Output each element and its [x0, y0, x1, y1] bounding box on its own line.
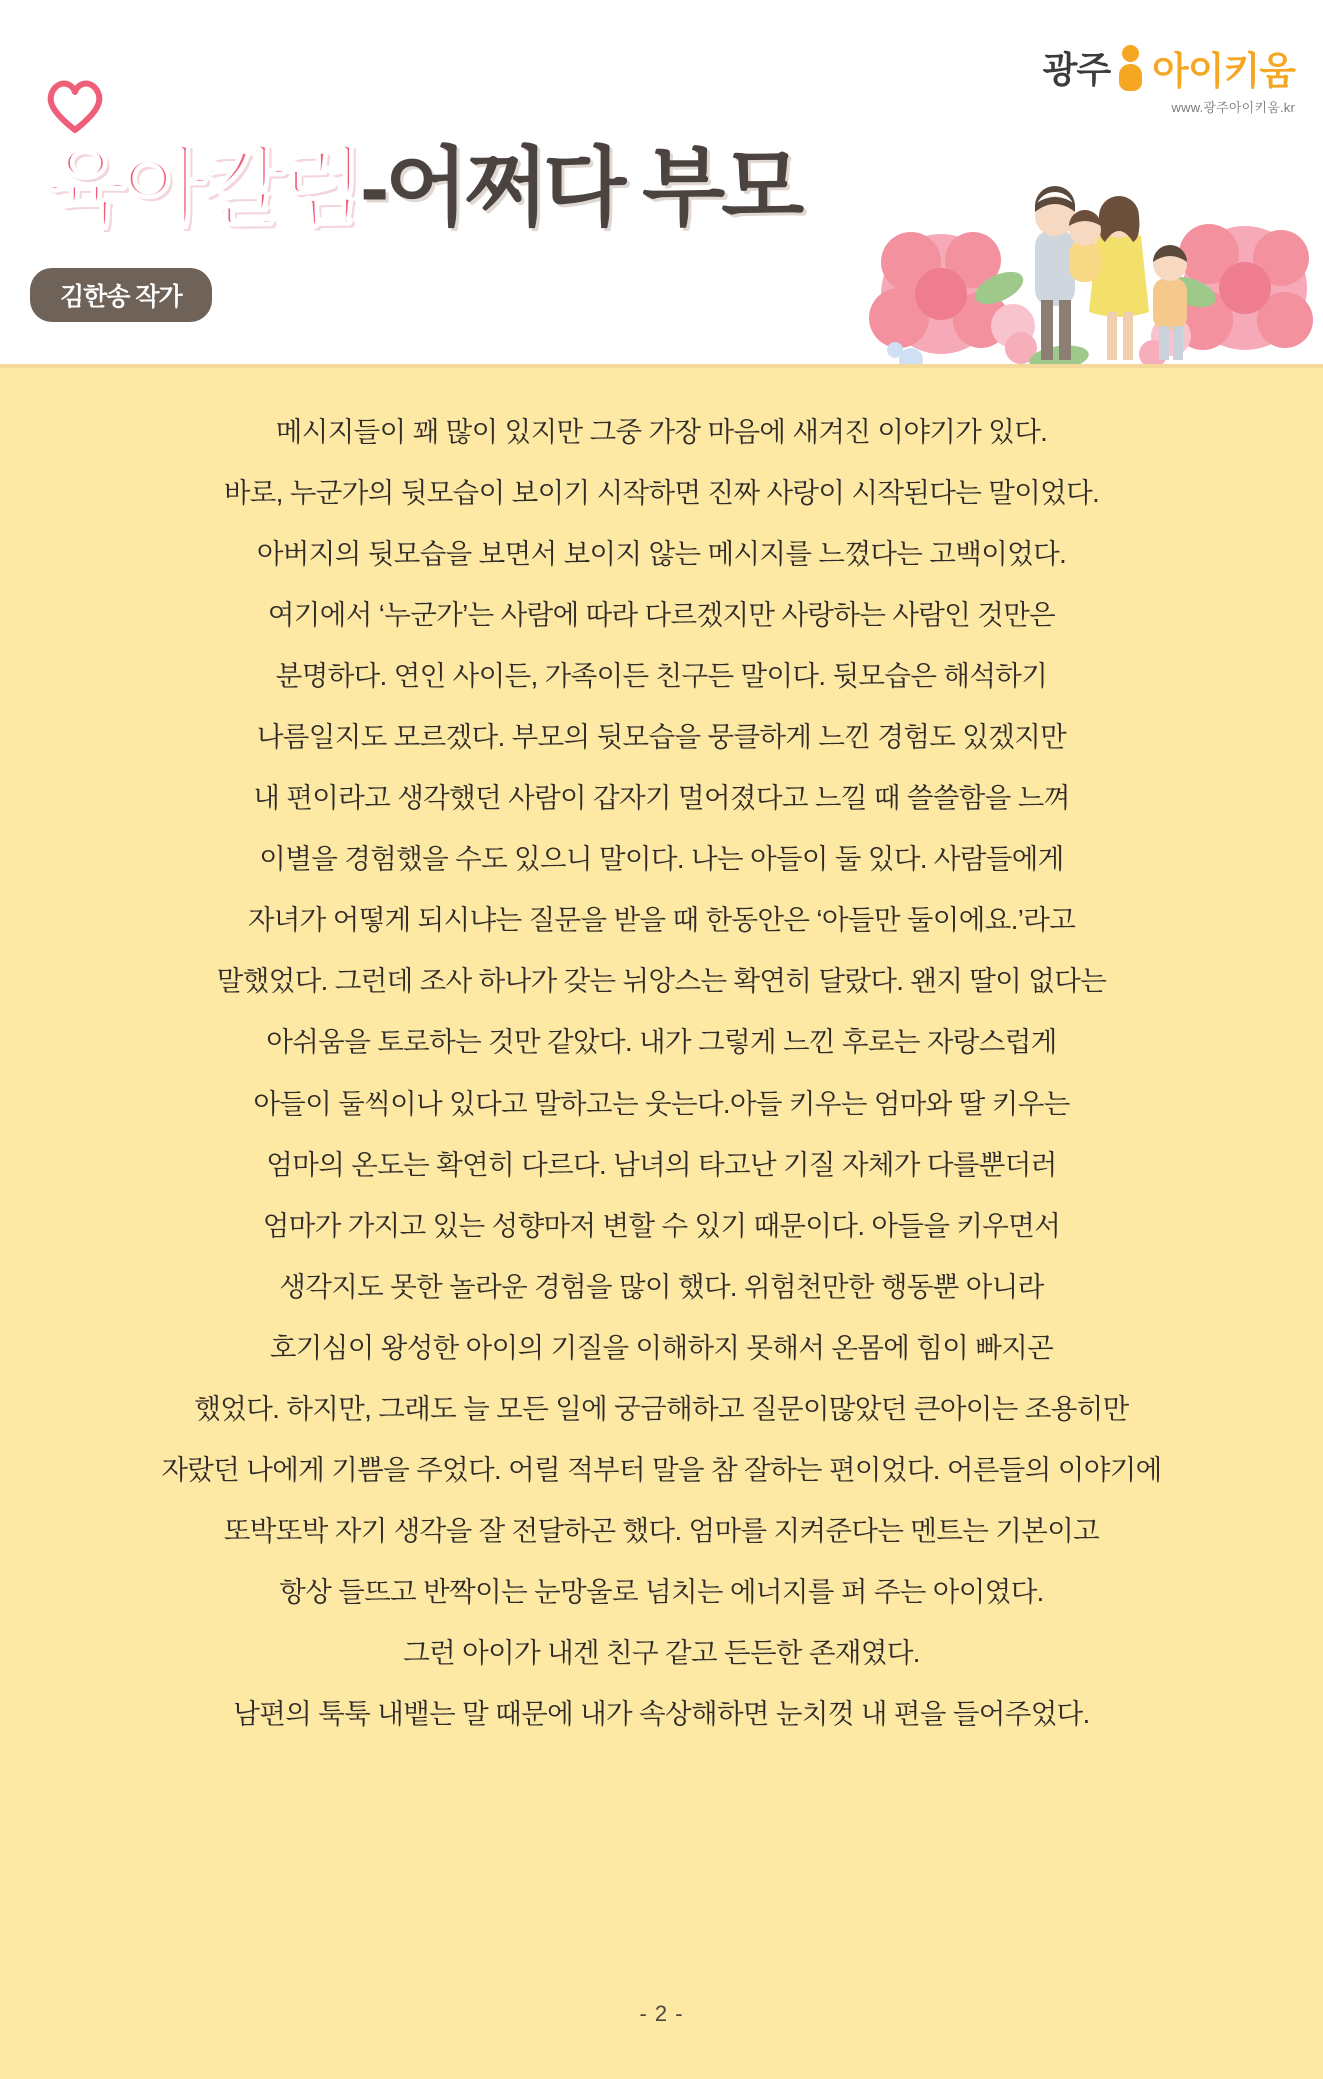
article-paragraph: 또박또박 자기 생각을 잘 전달하곤 했다. 엄마를 지켜준다는 멘트는 기본이고 — [223, 1514, 1100, 1546]
brand-logo — [1043, 40, 1295, 116]
article-paragraph: 나름일지도 모르겠다. 부모의 뒷모습을 뭉클하게 느낀 경험도 있겠지만 — [256, 721, 1067, 753]
title-dark-text: 어쩌다 부모 — [384, 140, 801, 236]
article-paragraph: 엄마가 가지고 있는 성향마저 변할 수 있기 때문이다. 아들을 키우면서 — [262, 1209, 1061, 1241]
article-paragraph: 했었다. 하지만, 그래도 늘 모든 일에 궁금해하고 질문이많았던 큰아이는 조용히만 — [194, 1392, 1129, 1424]
article-body — [0, 368, 1323, 2079]
person-mark-icon — [1116, 45, 1146, 91]
brand-ikium-text: 아이키움 — [1152, 51, 1295, 93]
brand-logo-row — [1043, 40, 1295, 95]
page-number: - 2 - — [639, 2001, 684, 2026]
article-paragraph: 자녀가 어떻게 되시냐는 질문을 받을 때 한동안은 ‘아들만 둘이에요.’라고 — [247, 904, 1076, 936]
title-dash-text: - — [360, 140, 385, 236]
article-paragraph: 메시지들이 꽤 많이 있지만 그중 가장 마음에 새겨진 이야기가 있다. — [275, 416, 1048, 447]
title-pink-text: 육아칼럼 — [44, 140, 361, 236]
article-paragraph: 생각지도 못한 놀라운 경험을 많이 했다. 위험천만한 행동뿐 아니라 — [279, 1270, 1044, 1302]
article-paragraph: 이별을 경험했을 수도 있으니 말이다. 나는 아들이 둘 있다. 사람들에게 — [259, 843, 1064, 875]
page-header — [0, 0, 1323, 368]
article-paragraph: 여기에서 ‘누군가’는 사람에 따라 다르겠지만 사랑하는 사람인 것만은 — [267, 599, 1056, 631]
article-paragraph: 아쉬움을 토로하는 것만 같았다. 내가 그렇게 느낀 후로는 자랑스럽게 — [266, 1026, 1057, 1058]
article-paragraph: 내 편이라고 생각했던 사람이 갑자기 멀어졌다고 느낄 때 쓸쓸함을 느껴 — [253, 782, 1070, 814]
article-text — [42, 412, 1282, 1733]
article-paragraph: 바로, 누군가의 뒷모습이 보이기 시작하면 진짜 사랑이 시작된다는 말이었다. — [223, 477, 1100, 509]
article-paragraph: 엄마의 온도는 확연히 다르다. 남녀의 타고난 기질 자체가 다를뿐더러 — [266, 1148, 1057, 1180]
family-and-flowers-illustration — [853, 112, 1323, 368]
page-title — [44, 118, 800, 242]
article-paragraph: 그런 아이가 내겐 친구 같고 든든한 존재였다. — [403, 1636, 920, 1668]
author-badge: 김한송 작가 — [30, 268, 212, 322]
article-paragraph: 항상 들뜨고 반짝이는 눈망울로 넘치는 에너지를 퍼 주는 아이였다. — [279, 1575, 1044, 1607]
article-paragraph: 말했었다. 그런데 조사 하나가 갖는 뉘앙스는 확연히 달랐다. 왠지 딸이 없다는 — [216, 965, 1107, 997]
article-paragraph: 남편의 툭툭 내뱉는 말 때문에 내가 속상해하면 눈치껏 내 편을 들어주었다. — [233, 1697, 1090, 1729]
article-paragraph: 자랐던 나에게 기쁨을 주었다. 어릴 적부터 말을 참 잘하는 편이었다. 어른들의 이야기에 — [161, 1453, 1162, 1485]
article-paragraph: 분명하다. 연인 사이든, 가족이든 친구든 말이다. 뒷모습은 해석하기 — [275, 660, 1048, 692]
article-paragraph: 아들이 둘씩이나 있다고 말하고는 웃는다.아들 키우는 엄마와 딸 키우는 — [253, 1087, 1070, 1119]
brand-gwangju-text: 광주 — [1042, 49, 1111, 90]
article-paragraph: 아버지의 뒷모습을 보면서 보이지 않는 메시지를 느꼈다는 고백이었다. — [256, 538, 1067, 570]
article-paragraph: 호기심이 왕성한 아이의 기질을 이해하지 못해서 온몸에 힘이 빠지곤 — [269, 1331, 1054, 1363]
brand-url-text: www.광주아이키움.kr — [1171, 100, 1295, 115]
